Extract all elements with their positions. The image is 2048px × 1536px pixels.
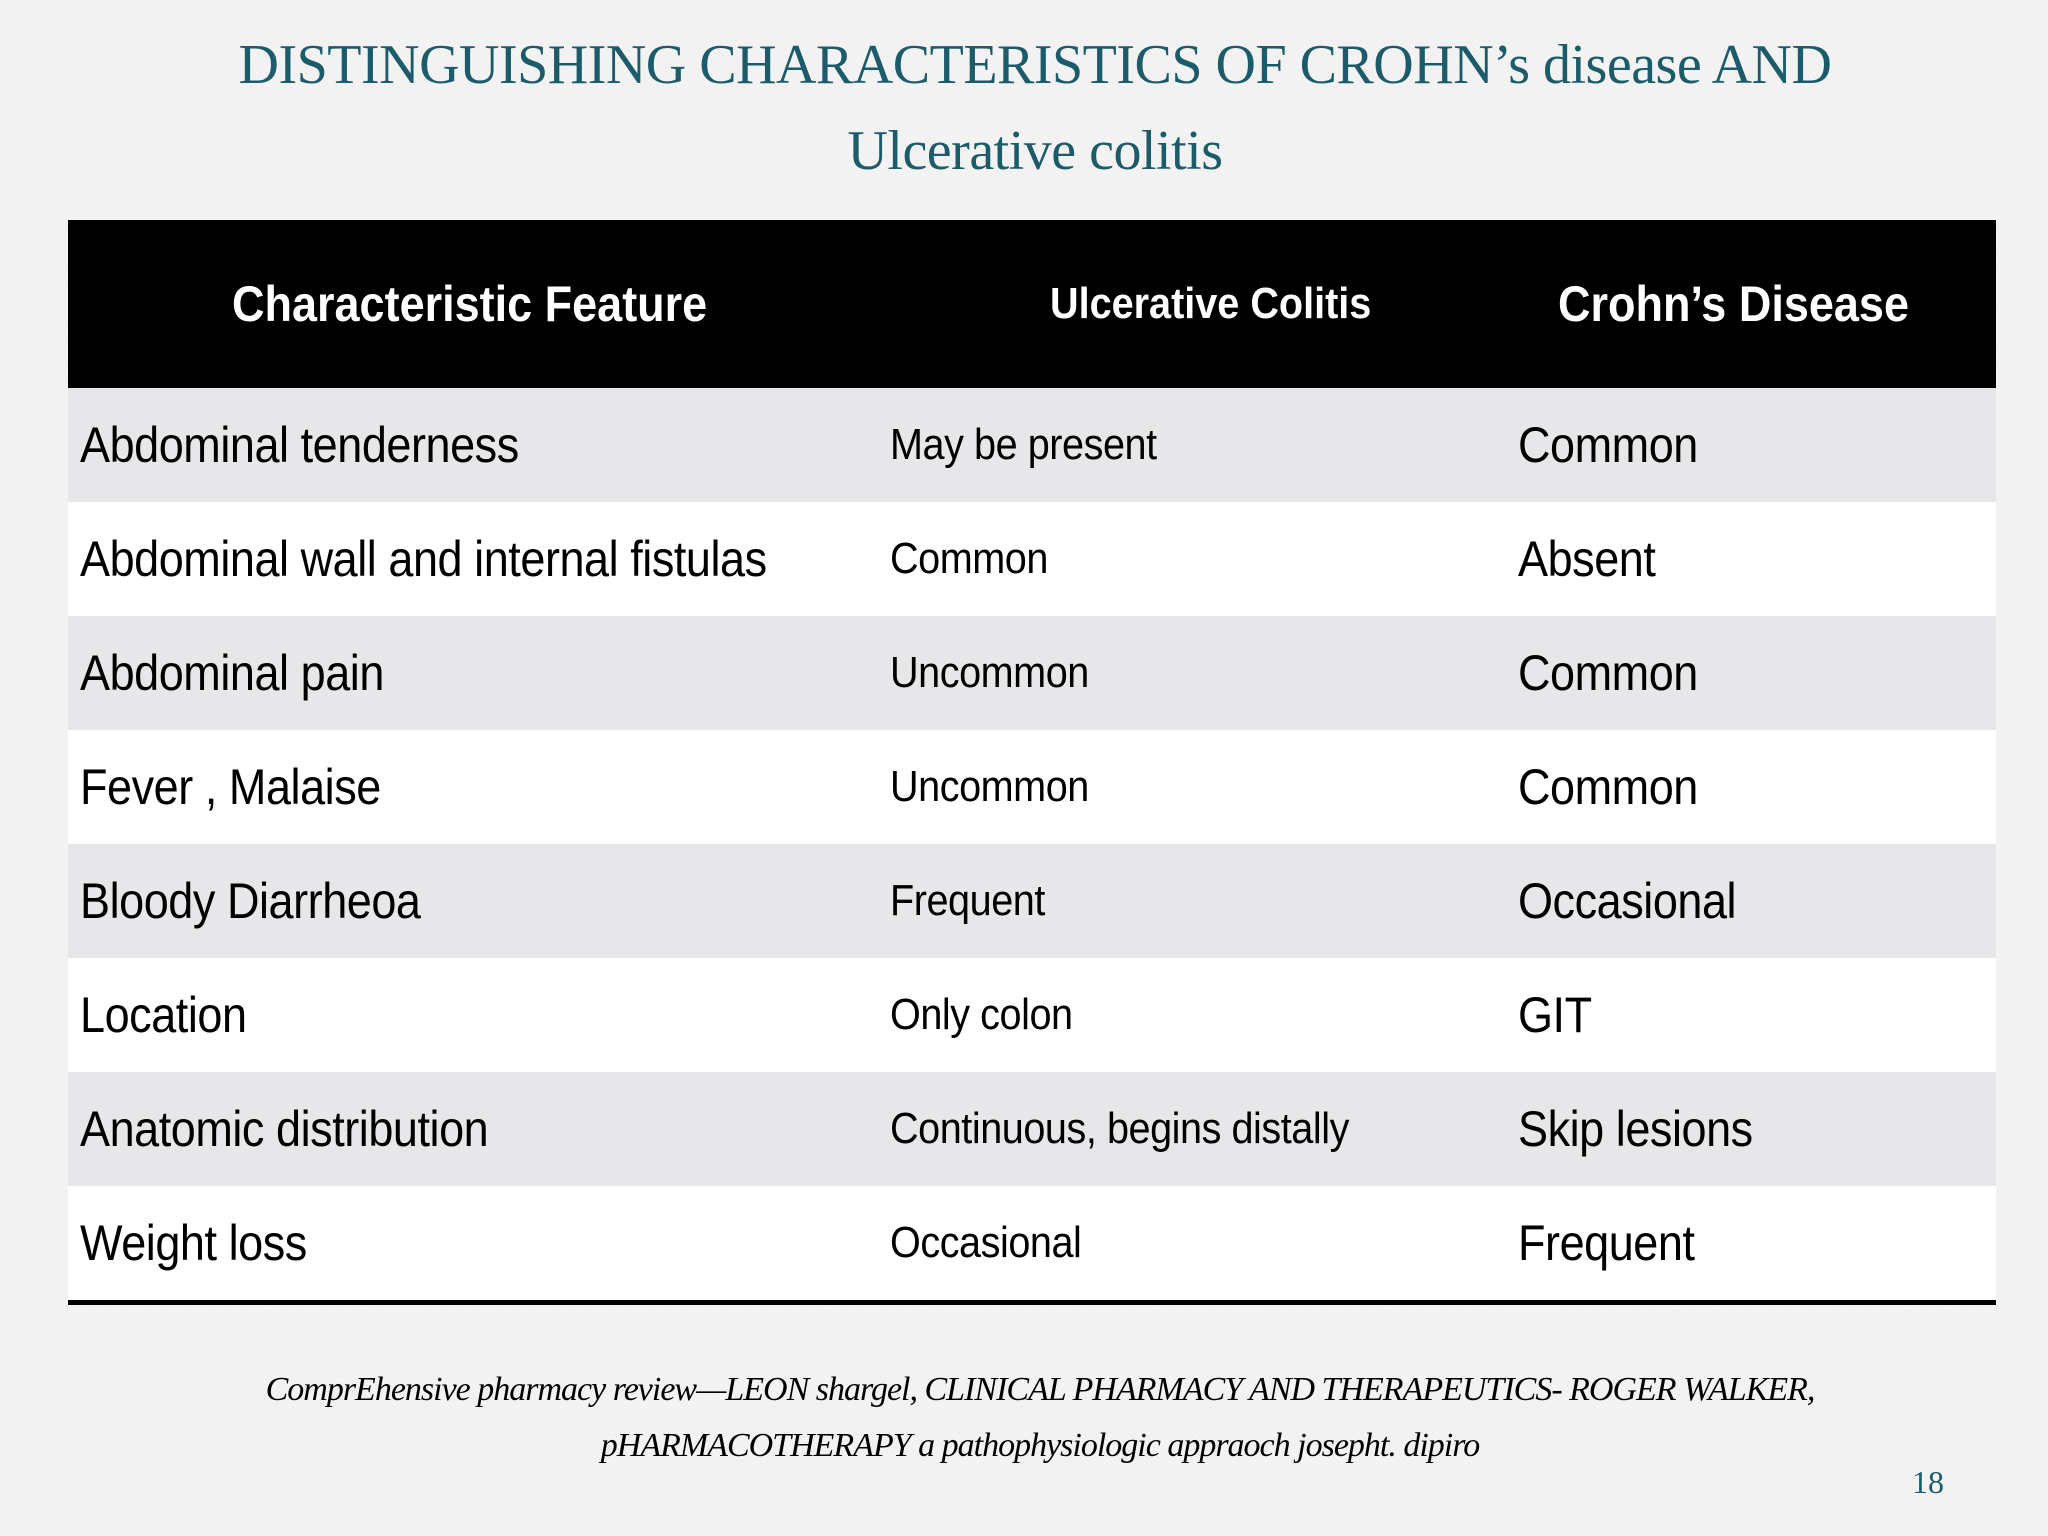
feature-cell: Bloody Diarrheoa xyxy=(68,844,890,958)
table-row xyxy=(68,730,1996,844)
ulcerative-colitis-cell: Only colon xyxy=(890,958,1506,1072)
slide-title: DISTINGUISHING CHARACTERISTICS OF CROHN’s disease AND Ulcerative colitis xyxy=(238,34,1832,182)
ulcerative-colitis-cell: May be present xyxy=(890,388,1506,502)
crohns-disease-cell: Absent xyxy=(1506,502,1996,616)
crohns-disease-cell: Common xyxy=(1506,388,1996,502)
feature-cell: Location xyxy=(68,958,890,1072)
ulcerative-colitis-cell: Common xyxy=(890,502,1506,616)
table-row xyxy=(68,502,1996,616)
citation-line-1: ComprEhensive pharmacy review—LEON shargel, CLINICAL PHARMACY AND THERAPEUTICS- ROGER WALKER, xyxy=(265,1371,1815,1408)
table-row xyxy=(68,844,1996,958)
ulcerative-colitis-cell: Uncommon xyxy=(890,616,1506,730)
feature-cell: Abdominal tenderness xyxy=(68,388,890,502)
crohns-disease-cell: Occasional xyxy=(1506,844,1996,958)
ulcerative-colitis-cell: Frequent xyxy=(890,844,1506,958)
page-number: 18 xyxy=(1912,1464,1944,1500)
crohns-disease-cell: Common xyxy=(1506,616,1996,730)
table-row xyxy=(68,1186,1996,1303)
feature-cell: Abdominal pain xyxy=(68,616,890,730)
table-header-row xyxy=(68,220,1996,388)
ulcerative-colitis-cell: Continuous, begins distally xyxy=(890,1072,1506,1186)
crohns-disease-cell: GIT xyxy=(1506,958,1996,1072)
crohns-disease-cell: Skip lesions xyxy=(1506,1072,1996,1186)
feature-cell: Anatomic distribution xyxy=(68,1072,890,1186)
ulcerative-colitis-cell: Uncommon xyxy=(890,730,1506,844)
table-row xyxy=(68,616,1996,730)
column-header-crohns-disease: Crohn’s Disease xyxy=(1506,220,1996,388)
column-header-feature: Characteristic Feature xyxy=(68,220,890,388)
ulcerative-colitis-cell: Occasional xyxy=(890,1186,1506,1303)
column-header-ulcerative-colitis: Ulcerative Colitis xyxy=(890,220,1506,388)
feature-cell: Weight loss xyxy=(68,1186,890,1303)
feature-cell: Fever , Malaise xyxy=(68,730,890,844)
citation xyxy=(140,1362,1940,1474)
table-row xyxy=(68,388,1996,502)
table-row xyxy=(68,1072,1996,1186)
crohns-disease-cell: Frequent xyxy=(1506,1186,1996,1303)
comparison-table xyxy=(68,220,1996,1305)
table-row xyxy=(68,958,1996,1072)
crohns-disease-cell: Common xyxy=(1506,730,1996,844)
feature-cell: Abdominal wall and internal fistulas xyxy=(68,502,890,616)
citation-line-2: pHARMACOTHERAPY a pathophysiologic appraoch josepht. dipiro xyxy=(600,1427,1480,1464)
